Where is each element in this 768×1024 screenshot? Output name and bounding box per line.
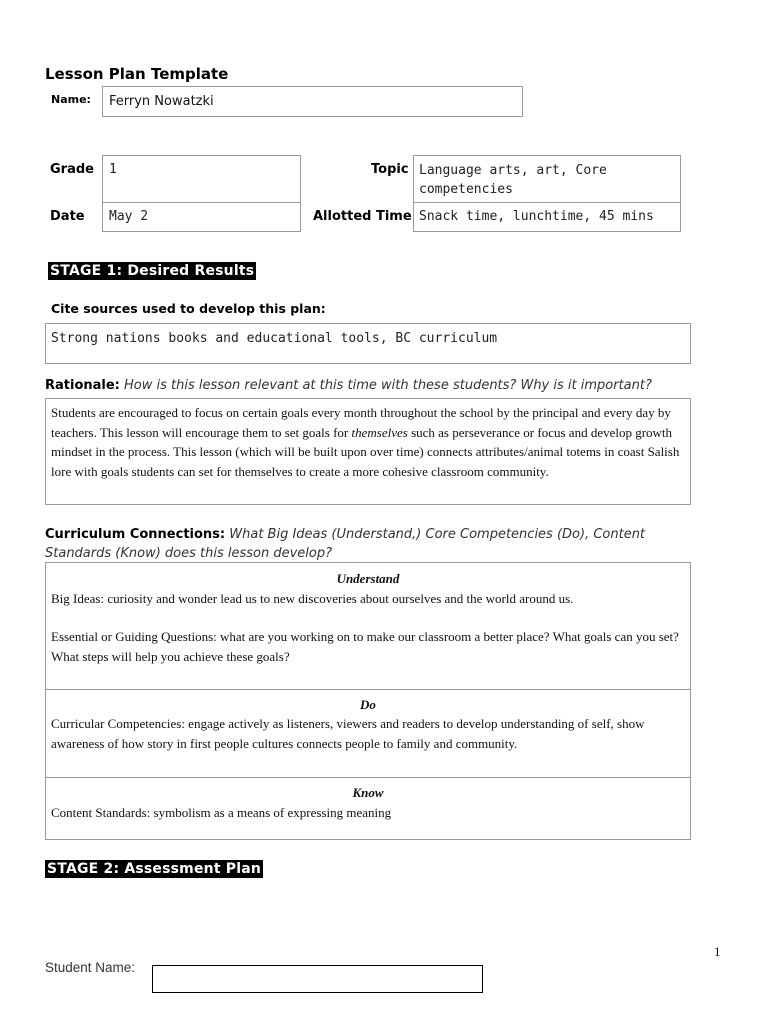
guiding-questions-text: Essential or Guiding Questions: what are you working on to make our classroom a better place? What goals can you set? What steps will help you achieve these goals?: [51, 629, 679, 664]
topic-value: Language arts, art, Core competencies: [419, 163, 607, 197]
sources-field[interactable]: [45, 323, 691, 364]
allotted-time-value: Snack time, lunchtime, 45 mins: [419, 209, 654, 224]
rationale-question: How is this lesson relevant at this time with these students? Why is it important?: [124, 378, 652, 393]
date-value: May 2: [109, 209, 149, 224]
date-label: Date: [50, 209, 85, 224]
know-text: Content Standards: symbolism as a means of expressing meaning: [51, 805, 392, 820]
curriculum-label: Curriculum Connections:: [45, 527, 226, 542]
stage1-heading: STAGE 1: Desired Results: [50, 263, 255, 279]
page-number: 1: [714, 944, 721, 959]
sources-value: Strong nations books and educational tools, BC curriculum: [51, 331, 498, 346]
understand-heading: Understand: [336, 571, 400, 586]
student-name-label: Student Name:: [45, 960, 136, 975]
rationale-heading: [45, 378, 652, 393]
page-title: Lesson Plan Template: [45, 65, 229, 83]
sources-label: Cite sources used to develop this plan:: [51, 301, 326, 316]
know-cell[interactable]: [45, 777, 691, 840]
stage2-heading: STAGE 2: Assessment Plan: [47, 861, 262, 877]
grade-label: Grade: [50, 162, 94, 177]
topic-field[interactable]: [413, 155, 681, 203]
name-value: Ferryn Nowatzki: [109, 94, 214, 109]
understand-cell[interactable]: [45, 562, 691, 690]
name-label: Name:: [51, 93, 91, 106]
allotted-time-field[interactable]: [413, 202, 681, 232]
student-name-input[interactable]: [152, 965, 483, 993]
grade-value: 1: [109, 162, 117, 177]
name-field[interactable]: [102, 86, 523, 117]
do-heading: Do: [360, 697, 376, 712]
rationale-label: Rationale:: [45, 378, 120, 393]
allotted-time-label: Allotted Time: [313, 209, 412, 224]
do-text: Curricular Competencies: engage actively as listeners, viewers and readers to develop understanding of self, show awareness of how story in first people cultures connects people to family and community.: [51, 716, 645, 751]
date-field[interactable]: [102, 202, 301, 232]
do-cell[interactable]: [45, 689, 691, 778]
grade-field[interactable]: [102, 155, 301, 203]
curriculum-question: What Big Ideas (Understand,) Core Competencies (Do), Content Standards (Know) does this lesson develop?: [45, 527, 646, 561]
rationale-field[interactable]: [45, 398, 691, 505]
topic-label: Topic: [371, 162, 409, 177]
rationale-text: Students are encouraged to focus on certain goals every month throughout the school by the principal and every day by teachers. This lesson will encourage them to set goals for themselves such as perseverance or focus and develop growth mindset in the process. This lesson (which will be built upon over time) connects attributes/animal totems in coast Salish lore with goals students can set for themselves to create a more cohesive classroom community.: [51, 405, 680, 479]
big-ideas-text: Big Ideas: curiosity and wonder lead us to new discoveries about ourselves and the world around us.: [51, 591, 574, 606]
know-heading: Know: [352, 785, 384, 800]
curriculum-heading: [45, 525, 705, 563]
